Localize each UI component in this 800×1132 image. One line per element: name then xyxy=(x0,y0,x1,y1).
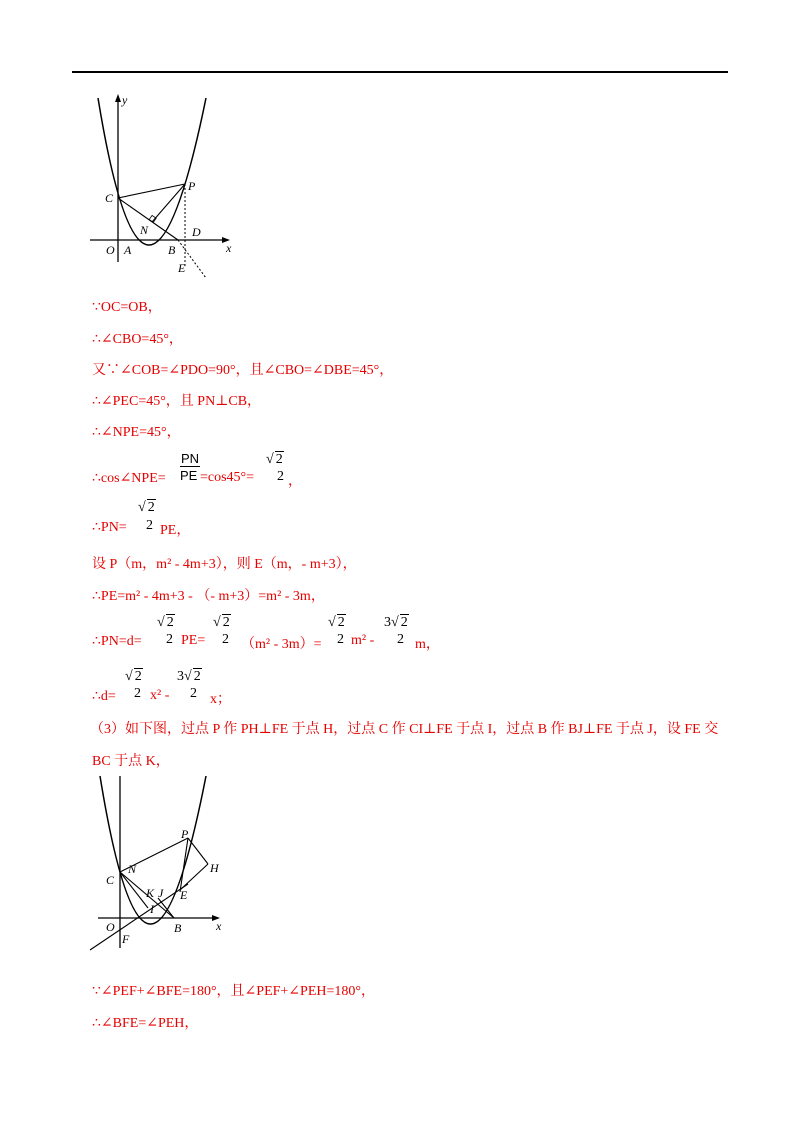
text-line-6b: =cos45°= xyxy=(200,470,255,485)
text-line-14: ∵∠PEF+∠BFE=180°，且∠PEF+∠PEH=180°， xyxy=(92,984,375,999)
fig1-label-n: N xyxy=(140,223,149,237)
fig2-label-b: B xyxy=(174,921,182,935)
fig1-label-y: y xyxy=(122,93,128,107)
fig2-label-j: J xyxy=(158,886,164,900)
fig2-label-k: K xyxy=(146,886,155,900)
header-rule xyxy=(72,71,728,73)
text-line-9: ∴PE=m² - 4m+3 - （- m+3）=m² - 3m， xyxy=(92,589,325,604)
text-line-8: 设 P（m，m² - 4m+3），则 E（m，- m+3）， xyxy=(92,557,357,572)
fig2-label-n: N xyxy=(128,862,137,876)
denominator-line7: 2 xyxy=(146,518,153,533)
sqrt-radicand: 2 xyxy=(193,669,201,684)
sqrt2-line6: √ 2 xyxy=(266,452,283,467)
fig1-label-o: O xyxy=(106,243,115,257)
text-line-5: ∴∠NPE=45°， xyxy=(92,425,181,440)
text-line-10a: ∴PN=d= xyxy=(92,634,142,649)
text-line-4: ∴∠PEC=45°，且 PN⊥CB， xyxy=(92,394,262,409)
denominator-line11-2: 2 xyxy=(190,686,197,701)
text-line-15: ∴∠BFE=∠PEH， xyxy=(92,1016,199,1031)
text-line-10b: PE= xyxy=(181,633,206,648)
sqrt-radicand: 2 xyxy=(166,615,174,630)
text-line-7b: PE， xyxy=(160,523,191,538)
denominator-line10-3: 2 xyxy=(337,632,344,647)
fig2-label-o: O xyxy=(106,920,115,934)
text-line-6c: ， xyxy=(288,474,302,489)
coefficient-three: 3 xyxy=(384,615,391,630)
fig2-label-e: E xyxy=(180,888,188,902)
fig2-label-p: P xyxy=(181,827,189,841)
text-line-6a: ∴cos∠NPE= xyxy=(92,471,166,486)
coefficient-three: 3 xyxy=(177,669,184,684)
frac-denominator-pe: PE xyxy=(180,468,198,483)
figure-parabola-1 xyxy=(88,92,238,284)
text-line-13: BC 于点 K， xyxy=(92,754,170,769)
text-line-7a: ∴PN= xyxy=(92,520,127,535)
figure-parabola-2 xyxy=(88,772,238,962)
fig2-label-h: H xyxy=(210,861,219,875)
text-line-2: ∴∠CBO=45°， xyxy=(92,332,183,347)
text-line-3: 又∵∠COB=∠PDO=90°，且∠CBO=∠DBE=45°， xyxy=(92,363,394,378)
fig1-label-e: E xyxy=(178,261,186,275)
sqrt2-line10-1: √ 2 xyxy=(157,615,174,630)
sqrt2-line7: √ 2 xyxy=(138,500,155,515)
text-line-10d: m² - xyxy=(351,633,375,648)
text-line-10e: m， xyxy=(415,637,440,652)
denominator-line10-2: 2 xyxy=(222,632,229,647)
fig2-label-c: C xyxy=(106,873,115,887)
three-sqrt2-line11: 3√ 2 xyxy=(177,669,201,684)
fig1-label-p: P xyxy=(188,179,196,193)
text-line-11a: ∴d= xyxy=(92,689,116,704)
sqrt-radicand: 2 xyxy=(337,615,345,630)
sqrt-radicand: 2 xyxy=(134,669,142,684)
sqrt-radicand: 2 xyxy=(275,452,283,467)
fig2-label-i: I xyxy=(150,902,154,916)
sqrt2-line10-3: √ 2 xyxy=(328,615,345,630)
text-line-11b: x² - xyxy=(150,688,170,703)
sqrt-radicand: 2 xyxy=(147,500,155,515)
sqrt-radicand: 2 xyxy=(222,615,230,630)
text-line-10c: （m² - 3m）= xyxy=(241,637,322,652)
text-line-11c: x； xyxy=(210,692,231,707)
fig1-label-x: x xyxy=(226,241,232,255)
denominator-line11-1: 2 xyxy=(134,686,141,701)
fig1-label-a: A xyxy=(124,243,132,257)
denominator-line10-1: 2 xyxy=(166,632,173,647)
denominator-line10-4: 2 xyxy=(397,632,404,647)
sqrt2-line10-2: √ 2 xyxy=(213,615,230,630)
fig2-label-x: x xyxy=(216,919,222,933)
fig2-label-f: F xyxy=(122,932,130,946)
fig1-label-b: B xyxy=(168,243,176,257)
text-line-12: （3）如下图，过点 P 作 PH⊥FE 于点 H，过点 C 作 CI⊥FE 于点 I，过点 B 作 BJ⊥FE 于点 J，设 FE 交 xyxy=(90,722,719,737)
sqrt2-line11: √ 2 xyxy=(125,669,142,684)
fig1-label-d: D xyxy=(192,225,201,239)
denominator-line6: 2 xyxy=(277,469,284,484)
three-sqrt2-line10: 3√ 2 xyxy=(384,615,408,630)
fig1-label-c: C xyxy=(105,191,114,205)
sqrt-radicand: 2 xyxy=(400,615,408,630)
frac-numerator-pn: PN xyxy=(181,451,200,466)
text-line-1: ∵OC=OB， xyxy=(92,300,162,315)
